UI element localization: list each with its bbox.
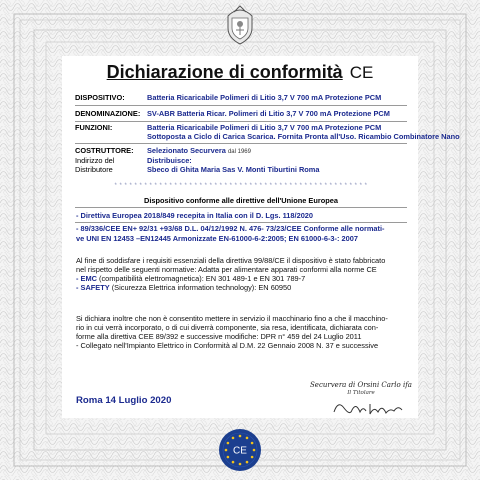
emc-label: - EMC	[76, 274, 97, 283]
ce-mark: CE	[349, 63, 374, 82]
divider	[75, 121, 407, 122]
emc-text: (compatibilità elettromagnetica): EN 301 489-1 e EN 301 789-7	[96, 274, 306, 283]
field-value-line1: Batteria Ricaricabile Polimeri di Litio 3,7 V 700 mA Protezione PCM	[147, 123, 382, 132]
directive-line: - Direttiva Europea 2018/849 recepita in Italia con il D. Lgs. 118/2020	[76, 211, 314, 220]
closing-line: forme alla direttiva CEE 89/392 e successive modifiche: DPR n° 459 del 24 Luglio 2011	[76, 332, 362, 341]
field-label: DISPOSITIVO:	[75, 93, 125, 102]
safety-line	[76, 284, 416, 293]
field-value-line2: Sbeco di Ghita Maria Sas V. Monti Tiburtini Roma	[147, 164, 320, 174]
field-value-line2: Sottoposta a Ciclo di Carica Scarica. Fornita Pronta all'Uso. Ricambio Combinatore Nano	[147, 131, 460, 141]
divider	[75, 143, 407, 144]
divider	[75, 207, 407, 208]
closing-line: - Collegato nell'Impianto Elettrico in Conformità al D.M. 22 Gennaio 2008 N. 37 e successive	[76, 341, 379, 350]
document-title	[0, 62, 480, 83]
divider	[75, 105, 407, 106]
field-label-line2: Distributore	[75, 164, 113, 174]
field-value-note: dal 1969	[227, 149, 251, 155]
essential-line: nel rispetto delle seguenti normative: Adatta per alimentare apparati conformi alla norme CE	[76, 265, 377, 274]
field-label: COSTRUTTORE:	[75, 146, 134, 155]
closing-line: rio in cui verrà incorporato, o di cui diverrà componente, sia resa, identificata, dichiarata con-	[76, 323, 379, 332]
safety-text: (Sicurezza Elettrica information technology): EN 60950	[109, 283, 292, 292]
safety-label: - SAFETY	[76, 283, 110, 292]
field-value: Selezionato Securvera	[147, 146, 226, 155]
field-value-line1: Distribuisce:	[147, 156, 192, 165]
directives-heading: Dispositivo conforme alle direttive dell'Unione Europea	[144, 196, 338, 205]
field-label: FUNZIONI:	[75, 123, 113, 132]
divider	[75, 222, 407, 223]
essential-line: Al fine di soddisfare i requisiti essenziali della direttiva 99/88/CE il dispositivo è stato fabbricato	[76, 256, 386, 265]
closing-line: Si dichiara inoltre che non è consentito mettere in servizio il macchinario fino a che il macchino-	[76, 314, 388, 323]
signatory-role: Il Titolare	[347, 390, 375, 396]
directive-line: - 89/336/CEE EN+ 92/31 +93/68 D.L. 04/12/1992 N. 476- 73/23/CEE Conforme alle normati-	[76, 224, 385, 233]
ce-eu-seal-icon	[218, 428, 262, 472]
signatory-name: Securvera di Orsini Carlo ifa	[310, 381, 412, 389]
title-text: Dichiarazione di conformità	[106, 62, 343, 82]
document-date: Roma 14 Luglio 2020	[76, 395, 172, 406]
star-separator: * * * * * * * * * * * * * * * * * * * * * * * * * * * * * * * * * * * * * * * * * * * * * * * * * * *	[114, 183, 368, 189]
directive-line: ve UNI EN 12453 –EN12445 Armonizzate EN-61000-6-2:2005; EN 61000-6-3-: 2007	[76, 234, 358, 243]
heraldic-crest-icon	[222, 2, 258, 46]
handwritten-signature	[330, 396, 406, 420]
field-value: Batteria Ricaricabile Polimeri di Litio 3,7 V 700 mA Protezione PCM	[147, 93, 382, 102]
field-label: DENOMINAZIONE:	[75, 109, 141, 118]
field-label-line1: Indirizzo del	[75, 156, 115, 165]
field-value: SV-ABR Batteria Ricar. Polimeri di Litio 3,7 V 700 mA Protezione PCM	[147, 109, 390, 118]
svg-text:CE: CE	[233, 445, 247, 457]
